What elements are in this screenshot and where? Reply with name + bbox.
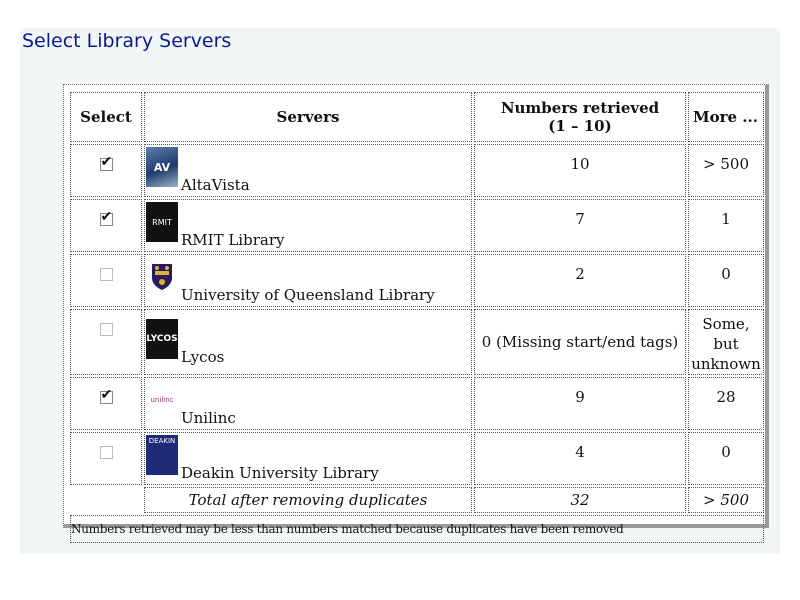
altavista-logo-text: AV <box>153 160 171 174</box>
more-line2: unknown <box>691 355 761 373</box>
rmit-logo-text: RMIT <box>152 217 172 227</box>
table-row <box>70 199 764 252</box>
more-cell: 1 <box>688 199 764 252</box>
server-cell <box>144 144 472 197</box>
table-row <box>70 144 764 197</box>
select-cell <box>70 377 142 430</box>
altavista-logo-icon <box>146 147 178 187</box>
server-name-lycos: Lycos <box>181 347 225 366</box>
footnote-text: Numbers retrieved may be less than numbers matched because duplicates have been removed <box>70 515 764 543</box>
total-row <box>70 487 764 513</box>
total-retrieved: 32 <box>474 487 686 513</box>
table-row <box>70 432 764 485</box>
select-checkbox-rmit[interactable] <box>100 213 113 226</box>
more-line1: Some, but <box>702 315 750 353</box>
table-row <box>70 309 764 375</box>
more-cell: 0 <box>688 432 764 485</box>
page-title: Select Library Servers <box>22 30 232 52</box>
total-label: Total after removing duplicates <box>144 487 472 513</box>
footnote-row <box>70 515 764 543</box>
rmit-logo-icon <box>146 202 178 242</box>
server-cell <box>144 377 472 430</box>
header-numbers-line2: (1 – 10) <box>548 117 612 135</box>
select-cell <box>70 199 142 252</box>
header-numbers-line1: Numbers retrieved <box>500 99 660 117</box>
more-cell: 28 <box>688 377 764 430</box>
deakin-logo-text: DEAKIN <box>148 437 176 445</box>
select-checkbox-uq[interactable] <box>100 268 113 281</box>
select-cell <box>70 254 142 307</box>
server-cell <box>144 432 472 485</box>
retrieved-cell: 9 <box>474 377 686 430</box>
more-cell: 0 <box>688 254 764 307</box>
header-more: More ... <box>688 92 764 142</box>
retrieved-cell: 4 <box>474 432 686 485</box>
more-cell <box>688 309 764 375</box>
select-cell <box>70 432 142 485</box>
table-row <box>70 377 764 430</box>
server-cell <box>144 309 472 375</box>
server-cell <box>144 254 472 307</box>
lycos-logo-text: LYCOS <box>146 333 178 344</box>
table-header-row <box>70 92 764 142</box>
more-cell: > 500 <box>688 144 764 197</box>
select-checkbox-unilinc[interactable] <box>100 391 113 404</box>
select-checkbox-deakin[interactable] <box>100 446 113 459</box>
select-checkbox-altavista[interactable] <box>100 158 113 171</box>
select-cell <box>70 309 142 375</box>
lycos-logo-icon <box>146 319 178 359</box>
header-servers: Servers <box>144 92 472 142</box>
retrieved-cell: 10 <box>474 144 686 197</box>
deakin-logo-icon <box>146 435 178 475</box>
retrieved-cell: 7 <box>474 199 686 252</box>
server-name-uq: University of Queensland Library <box>181 286 435 304</box>
server-cell <box>144 199 472 252</box>
retrieved-cell: 2 <box>474 254 686 307</box>
uq-crest-icon <box>146 257 178 297</box>
server-name-rmit: RMIT Library <box>181 231 285 249</box>
total-more: > 500 <box>688 487 764 513</box>
retrieved-cell: 0 (Missing start/end tags) <box>474 309 686 375</box>
header-numbers-retrieved <box>474 92 686 142</box>
select-cell <box>70 144 142 197</box>
table-row <box>70 254 764 307</box>
select-checkbox-lycos[interactable] <box>100 323 113 336</box>
total-empty-cell <box>70 487 142 513</box>
unilinc-logo-icon <box>146 380 178 420</box>
unilinc-logo-text: unilinc <box>150 396 174 404</box>
header-select: Select <box>70 92 142 142</box>
server-name-deakin: Deakin University Library <box>181 464 379 482</box>
server-table <box>68 90 766 545</box>
server-name-unilinc: Unilinc <box>181 409 236 427</box>
server-name-altavista: AltaVista <box>181 176 250 194</box>
